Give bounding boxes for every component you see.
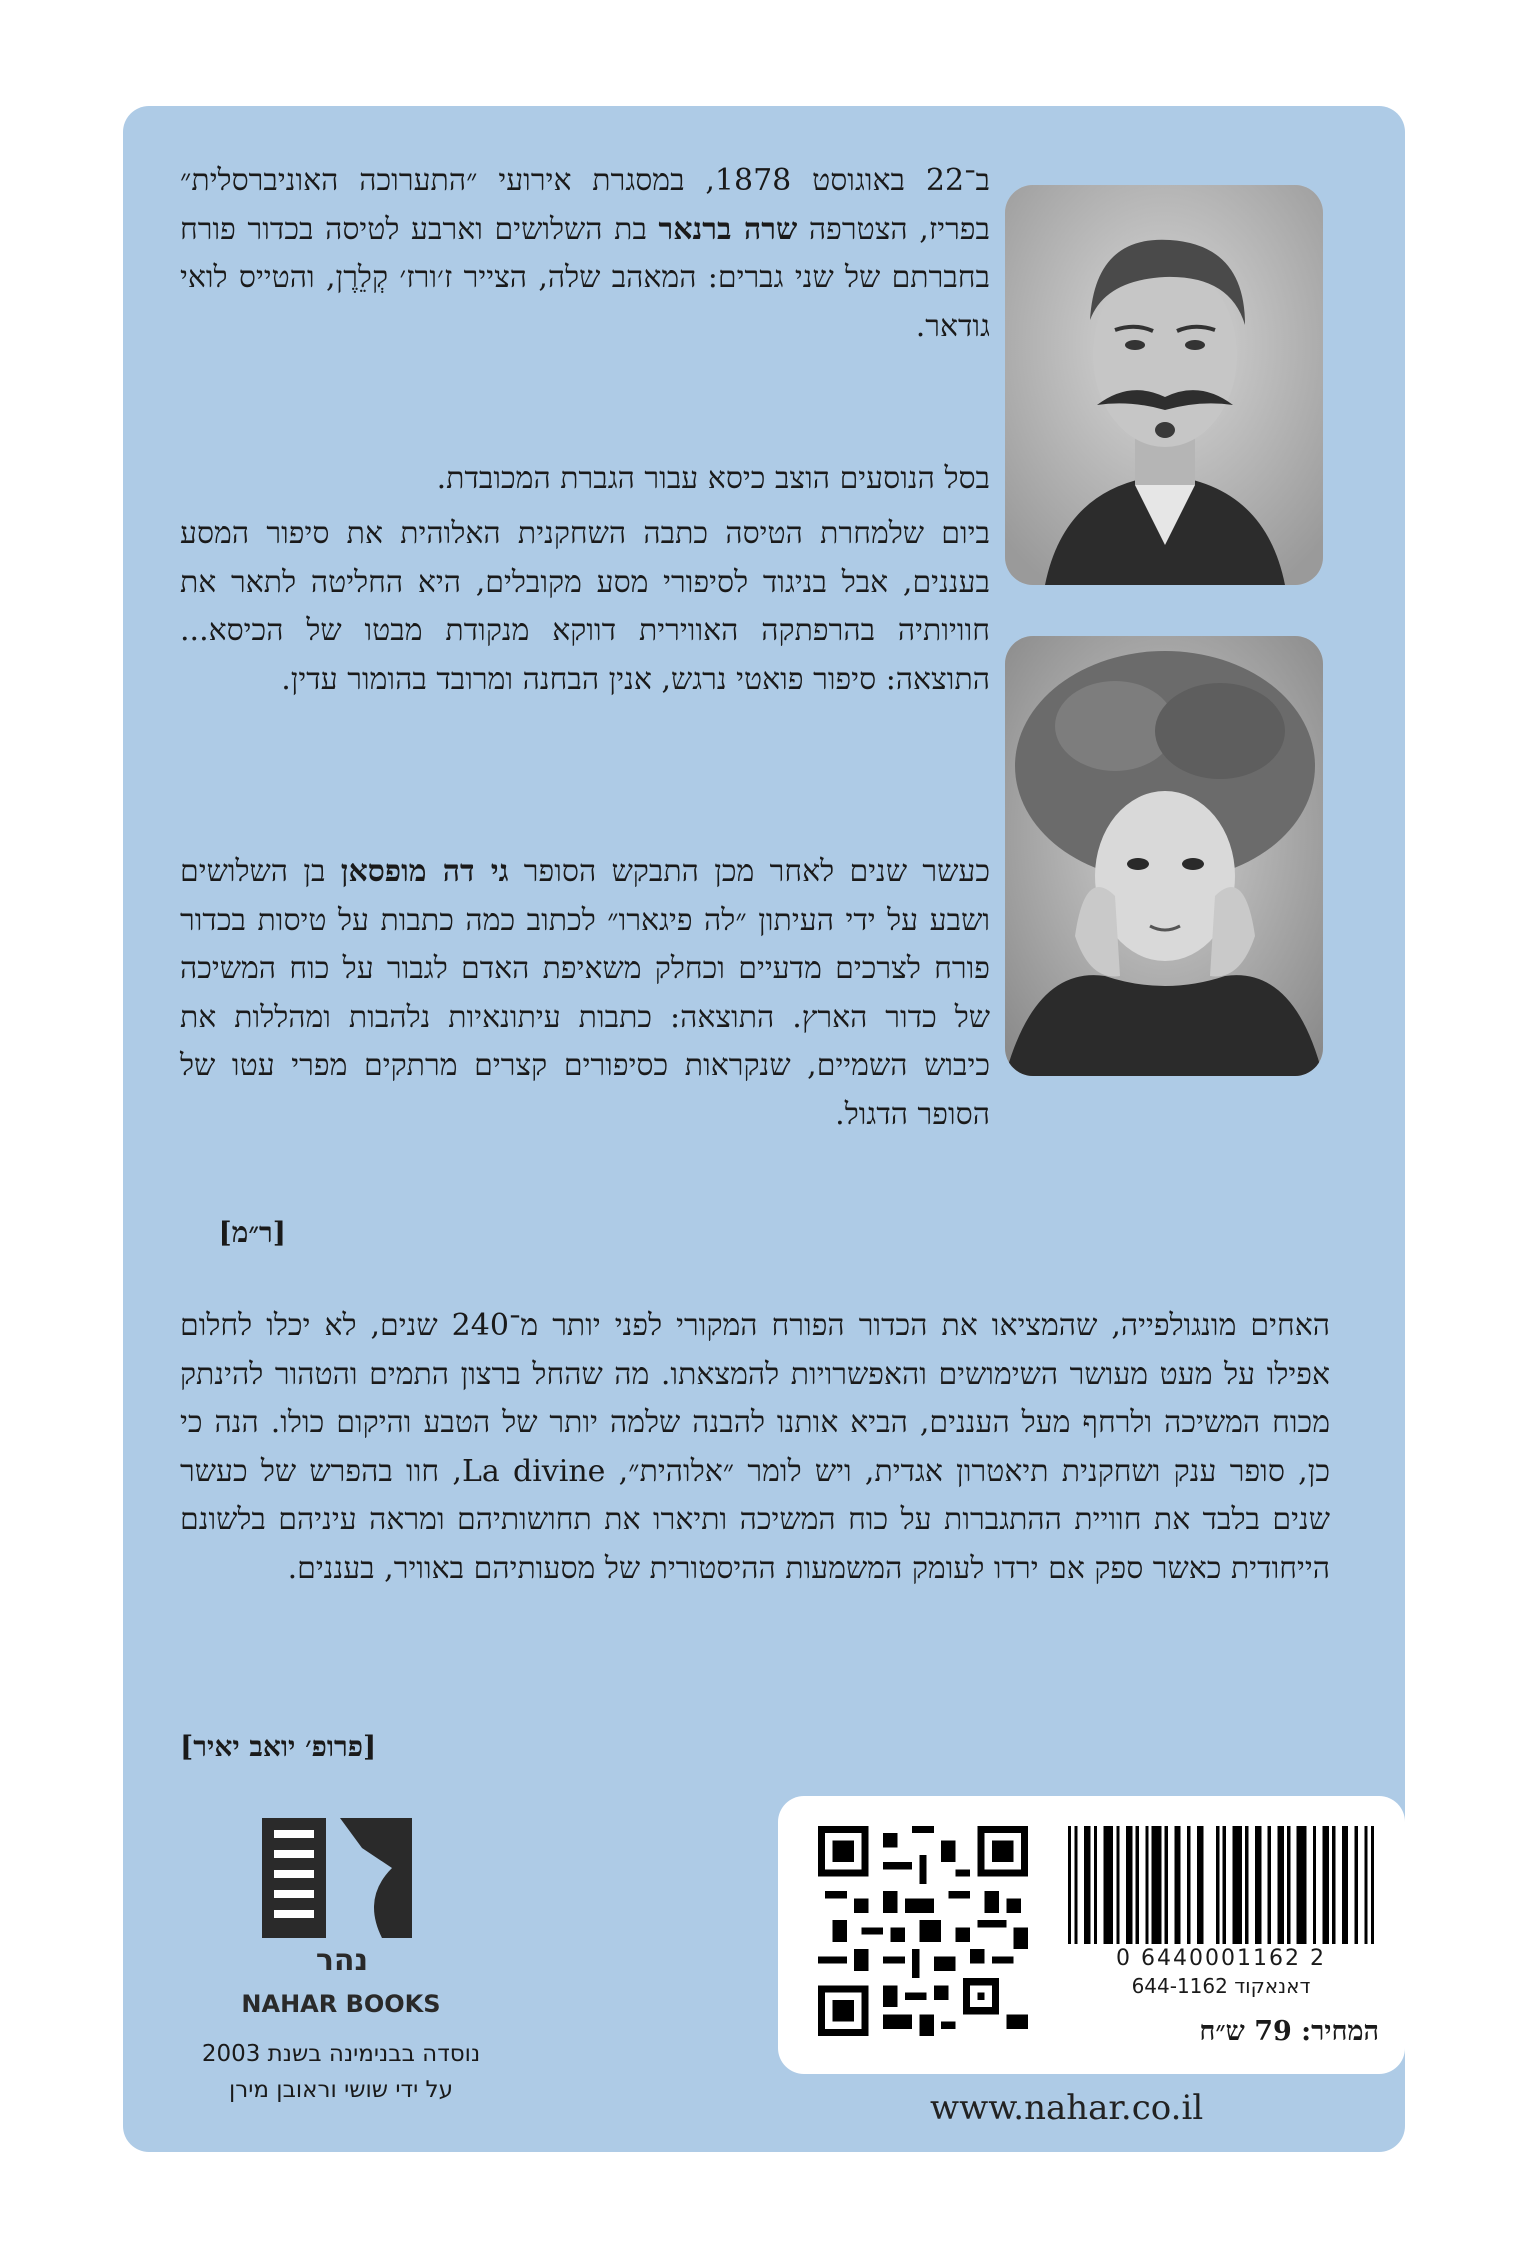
publisher-name: NAHAR BOOKS — [241, 1990, 441, 2018]
man-portrait-photo — [1005, 185, 1323, 585]
paragraph-3: ביום שלמחרת הטיסה כתבה השחקנית האלוהית את סיפור המסע בעננים, אבל בניגוד לסיפורי מסע מקובלים, היא החליטה לתאר את חוויותיה בהרפתקה האווירית דווקא מנקודת מבטו של הכיסא... התוצאה: סיפור פואטי נרגש, אנין הבחנה ומרובד בהומור עדין. — [180, 516, 990, 697]
name-sarah-bernhardt: שרה ברנאר — [658, 211, 798, 247]
website-url[interactable]: www.nahar.co.il — [930, 2088, 1204, 2128]
paragraph-1-part-1: ב־22 באוגוסט 1878, במסגרת אירועי ״התערוכה האוניברסלית״ בפריז, הצטרפה — [180, 163, 990, 247]
price-label: המחיר: 79 ש״ח — [1199, 2016, 1379, 2047]
paragraph-1 — [180, 157, 990, 351]
credit-rm: [ר״מ] — [218, 1216, 286, 1249]
barcode-number: 0 6440001162 2 — [1116, 1946, 1326, 1971]
name-guy-de-maupassant: גי דה מופסאן — [340, 854, 509, 889]
paragraph-4 — [180, 848, 990, 1139]
paragraph-5: האחים מונגולפייה, שהמציאו את הכדור הפורח המקורי לפני יותר מ־240 שנים, לא יכלו לחלום אפילו על מעט מעושר השימושים והאפשרויות להמצאתו. מה שהחל ברצון התמים והטהור להינתק מכוח המשיכה ולרחף מעל העננים, הביא אותנו להבנה שלמה יותר של הטבע והיקום כולו. הנה כי כן, סופר ענק ושחקנית תיאטרון אגדית, ויש לומר ״אלוהית״, La divine, חוו בהפרש של כעשר שנים בלבד את חוויית ההתגברות על כוח המשיכה ותיארו את תחושותיהם ומראה עיניהם בלשונם הייחודית כאשר ספק אם ירדו לעומק המשמעות ההיסטורית של מסעותיהם באוויר, בעננים. — [180, 1308, 1330, 1586]
paragraph-4-part-1: כעשר שנים לאחר מכן התבקש הסופר — [508, 854, 990, 889]
qr-code — [818, 1826, 1028, 2036]
woman-portrait-image — [1005, 636, 1323, 1076]
credit-yoav-yair: [פרופ׳ יואב יאיר] — [180, 1730, 377, 1763]
founded-line-1: נוסדה בבנימינה בשנת 2003 — [201, 2041, 481, 2067]
danacode: דאנאקוד 644-1162 — [1131, 1974, 1311, 1998]
woman-portrait-photo — [1005, 636, 1323, 1076]
man-portrait-image — [1005, 185, 1323, 585]
paragraph-4-part-2: בן השלושים ושבע על ידי העיתון ״לה פיגארו״ לכתוב כמה כתבות על טיסות בכדור פורח לצרכים מדעיים וכחלק משאיפת האדם לגבור על כוח המשיכה של כדור הארץ. התוצאה: כתבות עיתונאיות נלהבות ומהללות את כיבוש השמיים, שנקראות כסיפורים קצרים מרתקים מפרי עטו של הסופר הדגול. — [180, 854, 990, 1132]
barcode-bars — [1068, 1826, 1374, 1944]
founded-line-2: על ידי שושי וראובן מירן — [228, 2077, 454, 2103]
paragraph-2: בסל הנוסעים הוצב כיסא עבור הגברת המכובדת. — [436, 461, 990, 496]
barcode-box — [778, 1796, 1405, 2074]
publisher-founded — [150, 2036, 532, 2108]
paragraph-1-part-2: בת השלושים וארבע לטיסה בכדור פורח בחברתם של שני גברים: המאהב שלה, הצייר ז׳ורז׳ קְלֵרֶן, והטייס לואי גודאר. — [180, 211, 990, 344]
logo-hebrew-text: נהר — [315, 1943, 369, 1978]
nahar-books-logo — [262, 1818, 422, 1978]
